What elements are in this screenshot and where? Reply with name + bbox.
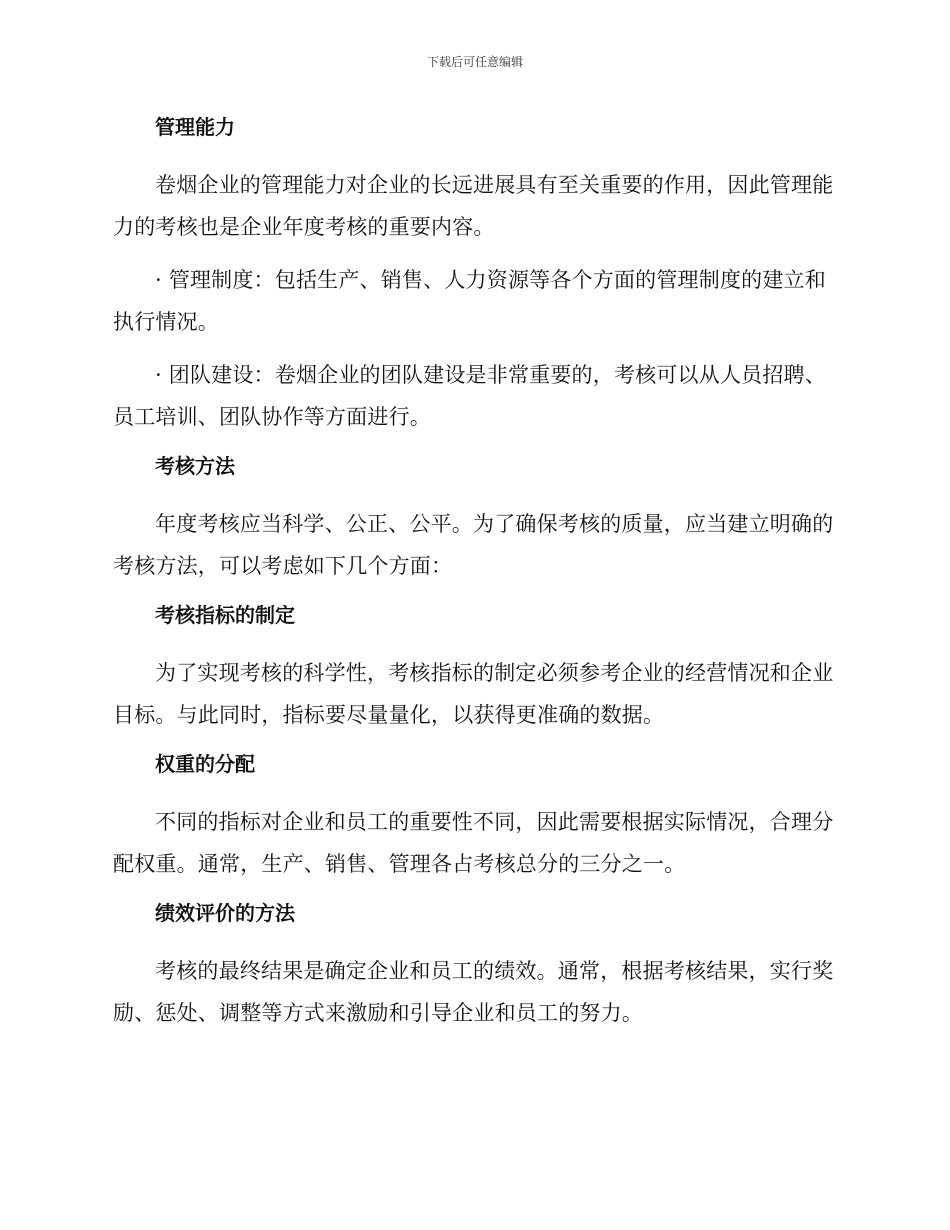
bullet-paragraph-team-building: · 团队建设：卷烟企业的团队建设是非常重要的，考核可以从人员招聘、员工培训、团队协作等方面进行。 (113, 363, 826, 429)
section-heading-performance-evaluation: 绩效评价的方法 (155, 901, 295, 925)
section-heading-assessment-method: 考核方法 (155, 454, 235, 478)
bullet-paragraph-management-system: · 管理制度：包括生产、销售、人力资源等各个方面的管理制度的建立和执行情况。 (113, 268, 826, 334)
paragraph: 为了实现考核的科学性，考核指标的制定必须参考企业的经营情况和企业目标。与此同时，指标要尽量量化，以获得更准确的数据。 (113, 661, 834, 727)
section-heading-weight-allocation: 权重的分配 (155, 752, 255, 776)
section-heading-indicator-setting: 考核指标的制定 (155, 603, 295, 627)
paragraph: 考核的最终结果是确定企业和员工的绩效。通常，根据考核结果，实行奖励、惩处、调整等方式来激励和引导企业和员工的努力。 (113, 959, 834, 1025)
paragraph: 不同的指标对企业和员工的重要性不同，因此需要根据实际情况，合理分配权重。通常，生产、销售、管理各占考核总分的三分之一。 (113, 810, 834, 876)
header-note: 下载后可任意编辑 (426, 55, 523, 69)
paragraph: 年度考核应当科学、公正、公平。为了确保考核的质量，应当建立明确的考核方法，可以考虑如下几个方面： (113, 512, 834, 578)
paragraph: 卷烟企业的管理能力对企业的长远进展具有至关重要的作用，因此管理能力的考核也是企业年度考核的重要内容。 (113, 173, 834, 239)
section-heading-management-ability: 管理能力 (155, 115, 235, 139)
document-body (113, 110, 838, 1045)
